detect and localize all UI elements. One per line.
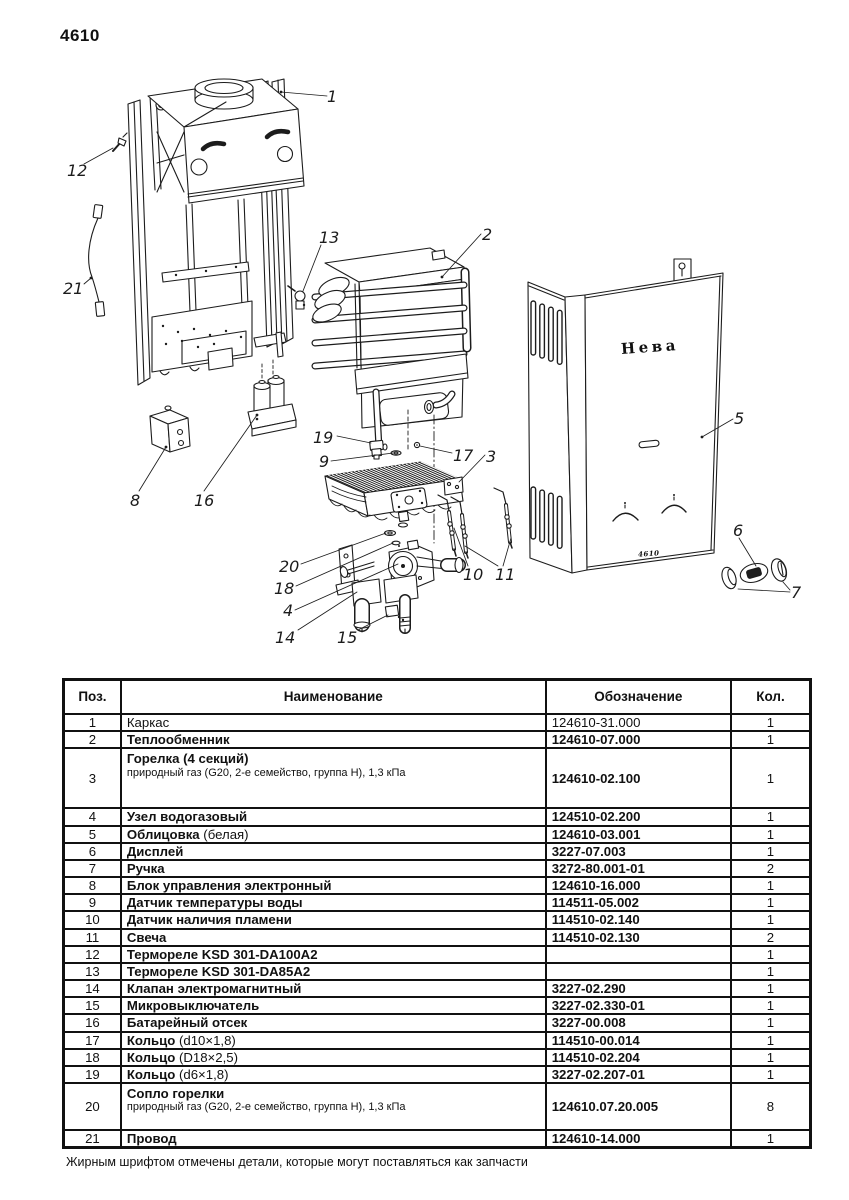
row-quantity: 1	[731, 963, 811, 980]
row-quantity: 1	[731, 877, 811, 894]
table-row	[64, 929, 811, 946]
callout-2: 2	[482, 225, 493, 244]
row-designation: 3227-02.207-01	[546, 1066, 731, 1083]
part-name: Сопло горелки	[126, 1086, 225, 1102]
part-name: Теплообменник	[126, 732, 230, 748]
row-position: 5	[64, 826, 121, 843]
header-name: Наименование	[121, 680, 546, 715]
row-name	[121, 1049, 546, 1066]
row-quantity: 1	[731, 911, 811, 928]
water-gas-unit-drawing	[336, 540, 463, 633]
control-unit-drawing	[150, 406, 190, 452]
part-name: Провод	[126, 1131, 177, 1147]
row-designation: 124610-03.001	[546, 826, 731, 843]
callout-17: 17	[453, 446, 474, 465]
row-designation: 124610-07.000	[546, 731, 731, 748]
table-row	[64, 714, 811, 731]
row-position: 2	[64, 731, 121, 748]
part-name: Ручка	[126, 860, 165, 876]
row-designation: 3272-80.001-01	[546, 860, 731, 877]
callout-12: 12	[67, 161, 88, 180]
table-row	[64, 1014, 811, 1031]
part-name: Термореле KSD 301-DA85A2	[126, 963, 311, 979]
row-quantity: 1	[731, 1130, 811, 1148]
row-designation: 124610-16.000	[546, 877, 731, 894]
callout-11: 11	[495, 565, 516, 584]
row-name	[121, 731, 546, 748]
row-quantity: 2	[731, 929, 811, 946]
row-position: 12	[64, 946, 121, 963]
row-quantity: 1	[731, 1032, 811, 1049]
row-designation: 124610.07.20.005	[546, 1083, 731, 1130]
casing-brand-label: Нева	[620, 336, 680, 359]
part-gas-spec: природный газ (G20, 2-е семейство, группа Н), 1,3 кПа	[126, 766, 406, 779]
row-designation	[546, 946, 731, 963]
row-quantity: 2	[731, 860, 811, 877]
row-name	[121, 860, 546, 877]
callout-1: 1	[327, 87, 338, 106]
callout-16: 16	[194, 491, 215, 510]
row-name	[121, 843, 546, 860]
table-row	[64, 1032, 811, 1049]
part-name: Кольцо	[126, 1066, 176, 1082]
row-designation: 3227-02.330-01	[546, 997, 731, 1014]
row-position: 7	[64, 860, 121, 877]
row-quantity: 1	[731, 1049, 811, 1066]
row-position: 18	[64, 1049, 121, 1066]
row-position: 6	[64, 843, 121, 860]
callout-4: 4	[283, 601, 294, 620]
callout-21: 21	[63, 279, 84, 298]
table-row	[64, 980, 811, 997]
row-designation: 3227-07.003	[546, 843, 731, 860]
row-designation: 114511-05.002	[546, 894, 731, 911]
callout-20: 20	[279, 557, 300, 576]
table-row	[64, 748, 811, 808]
table-row	[64, 731, 811, 748]
row-position: 15	[64, 997, 121, 1014]
row-quantity: 1	[731, 714, 811, 731]
table-row	[64, 894, 811, 911]
row-position: 10	[64, 911, 121, 928]
table-header-row	[64, 680, 811, 715]
row-quantity: 1	[731, 894, 811, 911]
table-row	[64, 826, 811, 843]
part-name: Горелка (4 секций)	[126, 751, 249, 767]
row-position: 14	[64, 980, 121, 997]
wire-drawing	[89, 205, 105, 317]
row-designation: 114510-00.014	[546, 1032, 731, 1049]
part-name: Датчик наличия пламени	[126, 912, 292, 928]
heat-exchanger-drawing	[310, 248, 468, 459]
table-row	[64, 946, 811, 963]
callout-9: 9	[319, 452, 330, 471]
row-name	[121, 826, 546, 843]
part-name: Узел водогазовый	[126, 809, 248, 825]
callout-8: 8	[130, 491, 141, 510]
row-designation: 124610-02.100	[546, 748, 731, 808]
row-name	[121, 1083, 546, 1130]
table-row	[64, 911, 811, 928]
callout-15: 15	[337, 628, 358, 647]
display-and-knobs-drawing	[719, 557, 789, 591]
table-row	[64, 808, 811, 825]
callout-19: 19	[313, 428, 334, 447]
row-designation: 114510-02.130	[546, 929, 731, 946]
row-designation: 114510-02.140	[546, 911, 731, 928]
part-name: Батарейный отсек	[126, 1015, 248, 1031]
callout-5: 5	[734, 409, 745, 428]
row-position: 9	[64, 894, 121, 911]
row-position: 20	[64, 1083, 121, 1130]
row-designation	[546, 963, 731, 980]
casing-model-label: 4610	[637, 548, 660, 559]
footnote: Жирным шрифтом отмечены детали, которые могут поставляться как запчасти	[66, 1155, 528, 1169]
row-name	[121, 911, 546, 928]
row-quantity: 1	[731, 843, 811, 860]
row-name	[121, 980, 546, 997]
callout-3: 3	[486, 447, 497, 466]
row-name	[121, 1066, 546, 1083]
parts-table-body	[64, 714, 811, 1148]
row-position: 19	[64, 1066, 121, 1083]
thermostat-12-drawing	[113, 133, 127, 151]
row-name	[121, 808, 546, 825]
row-quantity: 8	[731, 1083, 811, 1130]
row-name	[121, 714, 546, 731]
callout-14: 14	[275, 628, 296, 647]
part-gas-spec: природный газ (G20, 2-е семейство, группа Н), 1,3 кПа	[126, 1101, 406, 1114]
row-position: 13	[64, 963, 121, 980]
row-designation: 3227-00.008	[546, 1014, 731, 1031]
row-designation: 114510-02.204	[546, 1049, 731, 1066]
row-position: 16	[64, 1014, 121, 1031]
row-designation: 124510-02.200	[546, 808, 731, 825]
part-name: Блок управления электронный	[126, 878, 332, 894]
part-name: Микровыключатель	[126, 998, 260, 1014]
table-row	[64, 843, 811, 860]
part-name: Клапан электромагнитный	[126, 981, 302, 997]
table-row	[64, 1083, 811, 1130]
row-quantity: 1	[731, 808, 811, 825]
row-designation: 124610-31.000	[546, 714, 731, 731]
part-name: Дисплей	[126, 843, 184, 859]
header-pos: Поз.	[64, 680, 121, 715]
table-row	[64, 1049, 811, 1066]
callout-10: 10	[463, 565, 484, 584]
part-name-note: (d6×1,8)	[175, 1066, 229, 1082]
row-name	[121, 963, 546, 980]
row-position: 21	[64, 1130, 121, 1148]
callout-13: 13	[319, 228, 340, 247]
table-row	[64, 1130, 811, 1148]
part-name: Каркас	[126, 715, 170, 730]
row-quantity: 1	[731, 997, 811, 1014]
parts-table	[62, 678, 812, 1149]
row-name	[121, 1130, 546, 1148]
row-position: 17	[64, 1032, 121, 1049]
header-code: Обозначение	[546, 680, 731, 715]
row-quantity: 1	[731, 1066, 811, 1083]
row-quantity: 1	[731, 946, 811, 963]
row-position: 3	[64, 748, 121, 808]
row-name	[121, 877, 546, 894]
row-quantity: 1	[731, 748, 811, 808]
row-position: 4	[64, 808, 121, 825]
callout-7: 7	[791, 583, 802, 602]
part-name: Датчик температуры воды	[126, 895, 303, 911]
page-title: 4610	[60, 26, 100, 45]
row-name	[121, 1014, 546, 1031]
frame-carcass-drawing	[128, 79, 304, 385]
row-name	[121, 929, 546, 946]
part-name: Термореле KSD 301-DA100A2	[126, 946, 318, 962]
row-quantity: 1	[731, 1014, 811, 1031]
part-name: Свеча	[126, 929, 167, 945]
row-designation: 3227-02.290	[546, 980, 731, 997]
part-name: Кольцо	[126, 1032, 176, 1048]
callout-6: 6	[733, 521, 744, 540]
header-qty: Кол.	[731, 680, 811, 715]
row-quantity: 1	[731, 731, 811, 748]
row-quantity: 1	[731, 980, 811, 997]
burner-drawing	[325, 462, 463, 547]
part-name-note: (d10×1,8)	[175, 1032, 236, 1048]
table-row	[64, 860, 811, 877]
part-name-note: (белая)	[199, 826, 249, 842]
battery-compartment-drawing	[248, 376, 296, 437]
casing-drawing	[528, 259, 723, 573]
part-name-note: (D18×2,5)	[175, 1049, 238, 1065]
row-position: 8	[64, 877, 121, 894]
callout-18: 18	[274, 579, 295, 598]
row-position: 11	[64, 929, 121, 946]
table-row	[64, 1066, 811, 1083]
row-name	[121, 946, 546, 963]
row-name	[121, 894, 546, 911]
row-position: 1	[64, 714, 121, 731]
table-row	[64, 877, 811, 894]
part-name: Облицовка	[126, 826, 200, 842]
row-quantity: 1	[731, 826, 811, 843]
table-row	[64, 997, 811, 1014]
table-row	[64, 963, 811, 980]
row-name	[121, 997, 546, 1014]
part-name: Кольцо	[126, 1049, 176, 1065]
row-designation: 124610-14.000	[546, 1130, 731, 1148]
row-name	[121, 1032, 546, 1049]
row-name	[121, 748, 546, 808]
